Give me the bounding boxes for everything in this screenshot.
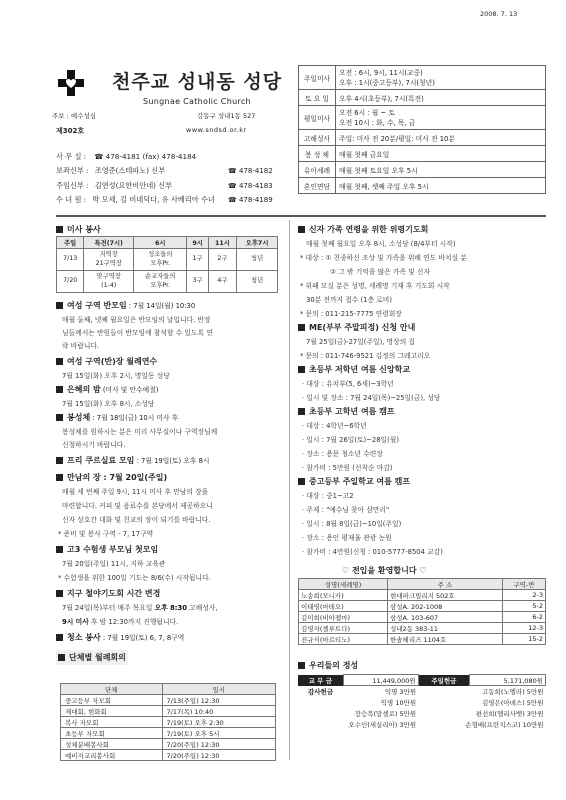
table-cell: 노송희(모니카) — [299, 590, 388, 601]
table-header: 주일 — [57, 237, 84, 249]
table-header: 11시 — [208, 237, 236, 249]
staff-name: 조영준(스테파노) 신부 — [94, 166, 166, 175]
text-line: 신자 상호간 대화 및 친교의 장이 되기를 바랍니다. — [62, 516, 211, 524]
offering-label: 교 무 금 — [298, 675, 343, 686]
table-header: 주 소 — [388, 579, 503, 590]
table-cell: 4구 — [208, 271, 236, 293]
section-title: 단체별 월례회의 — [69, 653, 126, 662]
table-cell: 예비자교리봉사회 — [61, 750, 163, 761]
table-cell: 김영자(젤루트다) — [299, 623, 388, 634]
table-cell: 성내2동 383-11 — [388, 623, 503, 634]
table-row — [61, 695, 276, 706]
bullet-icon — [298, 226, 305, 233]
text-line: · 장소 : 용인 평재율 관광 농원 — [302, 534, 392, 542]
table-row — [299, 634, 546, 645]
table-cell: 순교자들의 모후Pr. — [134, 271, 187, 293]
mass-value: 매월 첫째 토요일 오후 5시 — [336, 162, 546, 178]
text-line: * 준비 및 봉사 구역 - 7, 17구역 — [58, 530, 154, 538]
section-night-of-grace — [56, 384, 158, 395]
section-title: 여성 구역(반)장 월례연수 — [67, 357, 158, 366]
table-cell: 2구 — [208, 249, 236, 271]
table-cell: 2-3 — [502, 590, 545, 601]
section-women-leaders-training — [56, 356, 157, 367]
table-cell: 7/19(토) 오후 2:30 — [162, 717, 276, 728]
offering-label: 감사헌금 — [298, 686, 343, 697]
section-inline-detail: : 7월 19일(토) 오후 8시 — [134, 457, 210, 465]
staff-role: 수 녀 원 : — [56, 195, 87, 204]
table-cell: 이태영(마테오) — [299, 601, 388, 612]
text-span: 고해성사, — [186, 604, 218, 612]
offering-donor: 김영은(아녜스) 5만원 — [481, 698, 544, 707]
church-cross-logo-icon — [58, 70, 84, 96]
table-cell: 성체분배봉사회 — [61, 739, 163, 750]
table-cell: 6-2 — [502, 612, 545, 623]
table-cell: 맞구역장 (1-4) — [84, 271, 134, 293]
staff-name: 박 모세, 김 비네딕다, 유 사베리아 수녀 — [92, 195, 215, 204]
mass-value: 매월 첫째 금요일 — [336, 146, 546, 162]
table-header: 6시 — [134, 237, 187, 249]
issue-number: 제302호 — [56, 127, 85, 135]
section-inline-detail: : 7월 14일(월) 10:30 — [126, 302, 196, 310]
section-women-district-meeting — [56, 300, 195, 311]
table-cell: 7/13 — [57, 249, 84, 271]
section-title: 은혜의 밤 — [67, 385, 101, 394]
section-title: 초등부 저학년 여름 신앙학교 — [309, 365, 411, 374]
church-address: 강동구 성내1동 527 — [197, 112, 256, 120]
text-line: * 수험생을 위한 100일 기도는 8/6(수) 시작됩니다. — [58, 574, 211, 582]
church-title: 천주교 성내동 성당 — [112, 71, 283, 93]
bullet-icon — [56, 226, 63, 233]
staff-role: 보좌신부 : — [56, 166, 89, 175]
offering-donor: 손형배(프란치스코) 10만원 — [465, 720, 544, 729]
mass-label: 고해성사 — [299, 130, 336, 146]
text-line: ② 그 밖 기억을 많은 가족 및 신자 — [330, 268, 431, 276]
mass-label: 봉 성 체 — [299, 146, 336, 162]
offerings-table — [298, 674, 546, 730]
table-header: 일시 — [162, 684, 276, 695]
staff-office — [56, 151, 196, 163]
table-header: 오후7시 — [237, 237, 278, 249]
text-line: · 주제 : "예수님 찾아 삼만리" — [302, 506, 390, 514]
offering-donor: 익명 3만원 — [384, 687, 417, 696]
mass-label: 평일미사 — [299, 106, 336, 130]
table-cell: 7/20(주일) 12:30 — [162, 750, 276, 761]
text-span-bold: 오후 8:30 — [154, 604, 187, 612]
text-line: 매월 세 번째 주일 9시, 11시 미사 후 만남의 장을 — [62, 488, 209, 496]
table-cell: 중고등부 자모회 — [61, 695, 163, 706]
offering-label: 주일헌금 — [418, 675, 469, 686]
text-line: * 문의 : 011-215-7775 연령회장 — [300, 310, 402, 318]
bullet-icon — [298, 324, 305, 331]
offering-donor: 오수인(세실리아) 3만원 — [348, 720, 417, 729]
text-line: 봉성체를 원하시는 분은 미리 사무실이나 구역장님께 — [62, 428, 218, 436]
table-row — [61, 739, 276, 750]
table-cell: 제대회, 현화회 — [61, 706, 163, 717]
mass-value: 주일: 미사 전 20분/평일: 미사 전 10분 — [336, 130, 546, 146]
mass-label: 유아세례 — [299, 162, 336, 178]
table-cell: 5-2 — [502, 601, 545, 612]
table-header: 성명(세례명) — [299, 579, 388, 590]
table-row — [61, 728, 276, 739]
text-line: 락 바랍니다. — [62, 342, 100, 350]
staff-convent — [56, 194, 215, 206]
mass-value: 매월 첫째, 셋째 주일 오후 5시 — [336, 178, 546, 194]
table-cell: 삼성A. 202-1008 — [388, 601, 503, 612]
text-line: 7월 15일(화) 오후 8시, 소성당 — [62, 400, 155, 408]
table-row — [299, 590, 546, 601]
bullet-icon — [56, 474, 63, 481]
table-cell: 지역장 21구역장 — [84, 249, 134, 271]
section-memorial-prayer — [298, 224, 428, 235]
offering-donor: 익명 10만원 — [380, 698, 417, 707]
table-cell: 7/13(주일) 12:30 — [162, 695, 276, 706]
staff-phone: ☎ 478-4181 (fax) 478-4184 — [94, 152, 197, 161]
bullet-icon — [56, 590, 63, 597]
table-cell: 7/17(목) 10:40 — [162, 706, 276, 717]
bullet-icon — [56, 302, 63, 309]
mass-times-table — [298, 65, 546, 194]
section-elementary-upper-camp — [298, 406, 395, 417]
mass-label: 토 요 일 — [299, 90, 336, 106]
staff-assistant-priest — [56, 165, 165, 177]
section-title: 여성 구역 반모임 — [67, 301, 127, 310]
text-line: 7월 20일(주일) 11시, 지하 교육관 — [62, 560, 166, 568]
section-title: 지구 철야기도회 시간 변경 — [67, 589, 161, 598]
bullet-icon — [56, 634, 63, 641]
bullet-icon — [56, 414, 63, 421]
staff-role: 주임신부 : — [56, 181, 89, 190]
text-line: 30분 전까지 접수 (1층 로비) — [306, 296, 393, 304]
staff-pastor — [56, 180, 172, 192]
section-title: 중고등부 주일학교 여름 캠프 — [309, 477, 411, 486]
text-span: 7월 24일(목)부터 매주 목요일 — [62, 604, 155, 612]
issue-date: 2008. 7. 13 — [480, 10, 518, 18]
bullet-icon — [298, 662, 305, 669]
church-website[interactable]: www.sndsd.or.kr — [186, 126, 247, 134]
offering-donor: 편선희(엘리사벳) 3만원 — [475, 709, 544, 718]
text-line: · 대상 : 4학년~6학년 — [302, 422, 367, 430]
text-line — [62, 602, 218, 612]
bullet-icon — [56, 386, 63, 393]
table-cell: 복사 자모회 — [61, 717, 163, 728]
table-cell: 초등부 자모회 — [61, 728, 163, 739]
table-cell: 7/19(토) 오후 5시 — [162, 728, 276, 739]
table-cell: 청년 — [237, 271, 278, 293]
text-line: · 대상 : 중1~고2 — [302, 492, 354, 500]
text-line: · 일시 및 장소 : 7월 24일(목)~25일(금), 성당 — [302, 394, 441, 402]
section-title: 청소 봉사 — [67, 633, 101, 642]
section-cleaning-service — [56, 632, 184, 643]
table-row — [299, 623, 546, 634]
table-cell: 12-3 — [502, 623, 545, 634]
table-cell: 1구 — [187, 249, 208, 271]
bullet-icon — [298, 478, 305, 485]
section-title: 봉성체 — [67, 413, 91, 422]
church-subtitle: Sungnae Catholic Church — [143, 97, 251, 106]
section-mass-service — [56, 224, 101, 235]
table-cell: 진규식(마르티노) — [299, 634, 388, 645]
section-exam-parents — [56, 544, 158, 555]
offering-donor: 고동희(노엘라) 5만원 — [481, 687, 544, 696]
section-title: ME(부부 주말피정) 신청 안내 — [309, 323, 416, 332]
offering-donor: 장승복(말셀로) 5만원 — [354, 709, 417, 718]
section-title: 초등부 고학년 여름 캠프 — [309, 407, 395, 416]
table-row — [299, 612, 546, 623]
table-cell: 청년 — [237, 249, 278, 271]
table-cell: 7/20(주일) 12:30 — [162, 739, 276, 750]
section-title: 미사 봉사 — [67, 225, 101, 234]
table-cell: 김미희(비아젬마) — [299, 612, 388, 623]
text-line: · 참가비 : 4만원(신청 : 010-5777-8504 교감) — [302, 548, 443, 556]
table-header: 특전(7시) — [84, 237, 134, 249]
table-header: 구역-반 — [502, 579, 545, 590]
section-elementary-lower-school — [298, 364, 410, 375]
bullet-icon — [56, 546, 63, 553]
text-line: * 문의 : 011-746-9521 김정의 그레고리오 — [300, 352, 431, 360]
mass-service-table — [56, 236, 278, 293]
staff-role: 사 무 실 : — [56, 152, 87, 161]
table-cell: 한솔헤리즈 1104호 — [388, 634, 503, 645]
text-line: 매월 둘째, 넷째 월요일은 반모임의 날입니다. 반장 — [62, 316, 211, 324]
text-line: · 일시 : 8월 8일(금)~10일(주일) — [302, 520, 402, 528]
mass-value: 오전 6시 : 월 ~ 토 오전 10시 : 화, 수, 목, 금 — [336, 106, 546, 130]
section-title: 신자 가족 연령을 위한 위령기도회 — [309, 225, 429, 234]
offering-value: 11,449,000원 — [343, 675, 418, 686]
text-line: · 장소 : 용문 청소년 수련장 — [302, 450, 383, 458]
text-line: 7월 15일(화) 오후 2시, 명일동 성당 — [62, 372, 170, 380]
staff-name: 김연성(요한비안네) 신부 — [94, 181, 173, 190]
section-title: 우리들의 정성 — [309, 661, 359, 670]
table-row — [299, 601, 546, 612]
text-line — [62, 616, 178, 626]
section-inline-detail: (미사 및 안수예절) — [100, 386, 159, 394]
header-divider — [56, 215, 546, 217]
section-communion-to-sick — [56, 412, 178, 423]
table-cell: 삼성A. 103-607 — [388, 612, 503, 623]
text-span: 후 밤 12:30까지 진행됩니다. — [88, 618, 179, 626]
welcome-heading: ♡ 전입을 환영합니다 ♡ — [342, 566, 427, 575]
offering-value: 5,171,080원 — [470, 675, 546, 686]
text-line: 님들께서는 반원들이 반모임에 참석할 수 있도록 연 — [62, 329, 213, 337]
staff-phone: ☎ 478-4189 — [228, 196, 273, 204]
table-cell: 성조들의 모후Pr. — [134, 249, 187, 271]
section-vigil-time-change — [56, 588, 160, 599]
staff-phone: ☎ 478-4182 — [228, 167, 273, 175]
table-header: 9시 — [187, 237, 208, 249]
welcome-table — [298, 578, 546, 645]
text-line: 7월 25일(금)-27일(주일), 명상의 집 — [306, 338, 415, 346]
bullet-icon — [56, 358, 63, 365]
bullet-icon — [298, 366, 305, 373]
text-line: * 대상 : ① 친종하신 조상 및 가족을 위해 연도 바치실 분 — [300, 254, 467, 262]
section-youth-summer-camp — [298, 476, 410, 487]
table-header: 단체 — [61, 684, 163, 695]
table-cell: 현대파크빌리지 502호 — [388, 590, 503, 601]
staff-phone: ☎ 478-4183 — [228, 182, 273, 190]
section-offerings — [298, 660, 358, 671]
section-meeting-place — [56, 472, 167, 483]
mass-value: 오후 4시(초등부), 7시(특전) — [336, 90, 546, 106]
column-divider — [289, 220, 290, 760]
section-pre-cursillo — [56, 455, 210, 466]
text-line: · 대상 : 유치부(5, 6세)~3학년 — [302, 380, 394, 388]
table-cell: 7/20 — [57, 271, 84, 293]
section-title: 만남의 장 : 7월 20일(주일) — [67, 473, 168, 482]
text-line: 마련합니다. 커피 및 음료수를 본당에서 제공하오니 — [62, 502, 213, 510]
text-span-bold: 9시 미사 — [62, 618, 89, 626]
bullet-icon — [56, 457, 63, 464]
text-line: 신청하시기 바랍니다. — [62, 441, 126, 449]
section-title: 프리 쿠르실료 모임 — [67, 456, 135, 465]
table-cell: 3구 — [187, 271, 208, 293]
table-cell: 15-2 — [502, 634, 545, 645]
text-line: * 위패 모실 분은 성명, 세례명 기재 후 기도회 시작 — [300, 282, 450, 290]
table-row — [61, 717, 276, 728]
table-row — [61, 750, 276, 761]
mass-value: 오전 : 6시, 9시, 11시(교중) 오후 : 1시(중고등부), 7시(청년) — [336, 66, 546, 90]
text-line: 매월 첫째 월요일 오후 8시, 소성당 (8/4부터 시작) — [306, 240, 456, 248]
table-row — [61, 706, 276, 717]
section-inline-detail: : 7월 19일(토) 6, 7, 8구역 — [100, 634, 185, 642]
bullet-icon — [58, 654, 65, 661]
section-title: 고3 수험생 부모님 첫모임 — [67, 545, 159, 554]
mass-label: 주일미사 — [299, 66, 336, 90]
group-meetings-table — [60, 683, 276, 761]
section-marriage-encounter — [298, 322, 415, 333]
bullet-icon — [298, 408, 305, 415]
text-line: · 참가비 : 5만원 (선착순 마감) — [302, 464, 393, 472]
mass-label: 혼인면담 — [299, 178, 336, 194]
bulletin-patron: 주보 : 예수성심 — [52, 112, 96, 120]
section-group-meetings — [56, 650, 128, 665]
section-inline-detail: : 7월 18일(금) 10시 미사 후 — [90, 414, 179, 422]
text-line: · 일시 : 7월 26일(토)~28일(월) — [302, 436, 399, 444]
